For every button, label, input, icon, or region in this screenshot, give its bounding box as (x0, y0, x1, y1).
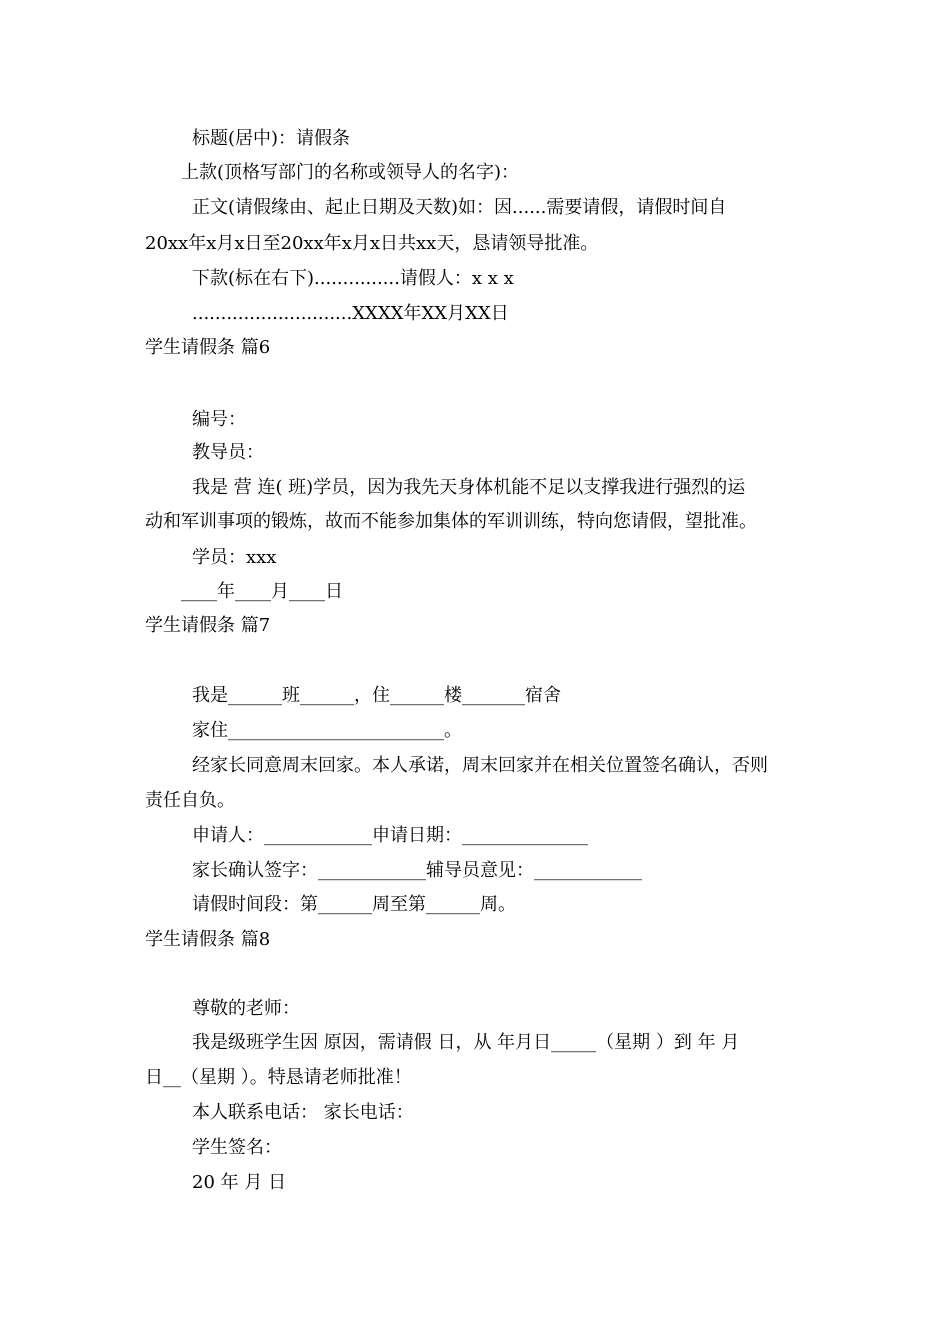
trainee-signature: 学员：xxx (192, 547, 277, 568)
number-label: 编号： (192, 409, 246, 430)
leave-note-body-instruction-continued: 20xx年x月x日至20xx年x月x日共xx天，恳请领导批准。 (145, 233, 599, 254)
section-heading-6: 学生请假条 篇6 (145, 337, 271, 358)
date-line: ____年____月____日 (181, 581, 343, 602)
leave-note-salutation-instruction: 上款(顶格写部门的名称或领导人的名字)： (181, 162, 520, 183)
military-training-leave-body-continued: 动和军训事项的锻炼，故而不能参加集体的军训训练，特向您请假，望批准。 (145, 511, 757, 532)
section-heading-7: 学生请假条 篇7 (145, 615, 271, 636)
leave-note-title-instruction: 标题(居中)：请假条 (192, 128, 351, 149)
weekend-home-body-continued: 责任自负。 (145, 790, 235, 811)
leave-note-signoff-instruction: 下款(标在右下)...............请假人：x x x (192, 268, 514, 289)
contact-phone-line: 本人联系电话： 家长电话： (192, 1102, 414, 1123)
leave-note-date-line: ............................XXXX年XX月XX日 (192, 303, 509, 324)
weekend-home-body: 经家长同意周末回家。本人承诺，周末回家并在相关位置签名确认，否则 (192, 755, 768, 776)
teacher-salutation: 尊敬的老师： (192, 998, 300, 1019)
final-date-line: 20 年 月 日 (192, 1172, 287, 1193)
leave-note-body-instruction: 正文(请假缘由、起止日期及天数)如：因......需要请假，请假时间自 (192, 197, 727, 218)
dorm-info-line: 我是______班______，住______楼_______宿舍 (192, 685, 561, 706)
section-heading-8: 学生请假条 篇8 (145, 929, 271, 950)
home-address-line: 家住________________________。 (192, 720, 462, 741)
instructor-label: 教导员： (192, 442, 264, 463)
student-leave-body: 我是级班学生因 原因，需请假 日，从 年月日_____（星期 ）到 年 月 (192, 1032, 740, 1053)
military-training-leave-body: 我是 营 连( 班)学员，因为我先天身体机能不足以支撑我进行强烈的运 (192, 477, 746, 498)
applicant-date-line: 申请人：____________申请日期：______________ (192, 825, 588, 846)
leave-period-line: 请假时间段：第______周至第______周。 (192, 894, 516, 915)
student-leave-body-continued: 日__（星期 ）。特恳请老师批准！ (145, 1067, 412, 1088)
parent-counselor-line: 家长确认签字：____________辅导员意见：____________ (192, 860, 642, 881)
student-signature-line: 学生签名： (192, 1137, 282, 1158)
